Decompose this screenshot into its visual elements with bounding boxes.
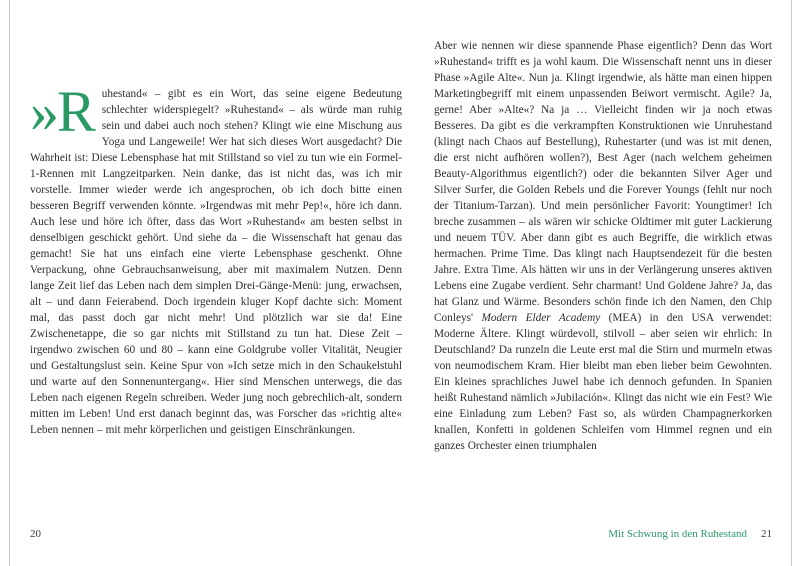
page-edge-left	[9, 0, 10, 566]
right-page-paragraph: Aber wie nennen wir diese spannende Phase eigentlich? Denn das Wort »Ruhestand« trifft es ja wohl kaum. Die Wissenschaft nennt uns in dieser Phase »Agile Alte«. Nun ja. Klingt irgendwie, als hätte man einen hippen Marketingbegriff mit einem unpassenden Beiwort vermischt. Agile? Ja, gerne! Aber »Alte«? Na ja … Vielleicht finden wir ja noch etwas Besseres. Da gibt es die verkrampften Konstruktionen wie Unruhestand (klingt nach Chaos auf Bestellung), Ruhestarter (und was ist mit denen, die erst nicht aufhören wollen?), Best Ager (nach welchem geheimen Beauty-Algorithmus eigentlich?) oder die bekannten Silver Ager und Silver Surfer, die Golden Rebels und die Forever Youngs (fehlt nur noch der Titanium-Tarzan). Und mein persönlicher Favorit: Youngtimer! Ich breche zusammen – als wären wir schicke Oldtimer mit guter Lackierung und neuem TÜV. Aber dann gibt es auch Begriffe, die wirklich etwas hermachen. Prime Time. Das klingt nach Hauptsendezeit für die besten Jahre. Extra Time. Als hätten wir uns in der Verlängerung unseres aktiven Lebens eine Zugabe verdient. Sehr charmant! Und Goldene Jahre? Ja, das hat Glanz und Wärme. Besonders schön finde ich den Namen, den Chip Conleys' Modern Elder Academy (MEA) in den USA verwendet: Moderne Ältere. Klingt würdevoll, stilvoll – aber seien wir ehrlich: In Deutschland? Da runzeln die Leute erst mal die Stirn und murmeln etwas von neumodischem Kram. Hier bleibt man eben lieber beim Gewohnten. Ein kleines sprachliches Juwel habe ich dennoch gefunden. In Spanien heißt Ruhestand nämlich »Jubilación«. Klingt das nicht wie ein Fest? Wie eine Einladung zum Leben? Fast so, als würden Champagnerkorken knallen, Konfetti in goldenen Schleifen vom Himmel regnen und ein ganzes Orchester einen triumphalen	[434, 40, 772, 452]
page-edge-right	[791, 0, 792, 566]
left-page-number: 20	[30, 528, 41, 540]
left-page-paragraph	[30, 79, 402, 438]
right-page	[434, 38, 772, 454]
running-footer-title: Mit Schwung in den Ruhestand	[608, 528, 747, 540]
right-page-footer	[608, 528, 772, 540]
left-page	[30, 79, 402, 438]
drop-cap: »R	[30, 79, 94, 144]
left-paragraph-text: uhestand« – gibt es ein Wort, das seine eigene Bedeutung schlechter widerspiegelt? »Ruhestand« – als würde man ruhig sein und dabei auch noch stehen? Klingt wie eine Mischung aus Yoga und Langeweile! Wer hat sich dieses Wort ausgedacht? Die Wahrheit ist: Diese Lebensphase hat mit Stillstand so viel zu tun wie ein Formel-1-Rennen mit Langzeitparken. Nein danke, das ist nicht das, was ich mir vorstelle. Immer wieder werde ich angesprochen, ob ich doch bitte einen besseren Begriff verwenden könnte. »Irgendwas mit mehr Pep!«, höre ich dann. Auch lese und höre ich öfter, dass das Wort »Ruhestand« am besten selbst in denselbigen geschickt gehört. Und siehe da – die Wissenschaft hat genau das gemacht! Sie hat uns einfach eine vierte Lebensphase geschenkt. Ohne Verpackung, ohne Gebrauchsanweisung, aber mit maximalem Nutzen. Denn lange Zeit lief das Leben nach dem simplen Drei-Gänge-Menü: jung, erwachsen, alt – und dann Feierabend. Doch irgendein kluger Kopf dachte sich: Moment mal, das passt doch gar nicht mehr! Und plötzlich war sie da! Eine Zwischenetappe, die so gar nichts mit Stillstand zu tun hat. Diese Zeit – irgendwo zwischen 60 und 80 – kann eine Goldgrube voller Vitalität, Neugier und Gestaltungslust sein. Keine Spur von »Ich setze mich in den Schaukelstuhl und warte auf den Sonnenuntergang«. Hier sind Menschen unterwegs, die das Leben nach eigenen Regeln schreiben. Weder jung noch gebrechlich-alt, sondern mitten im Leben! Und erst danach beginnt das, was Forscher das »richtig alte« Leben nennen – mit mehr körperlichen und geistigen Einschränkungen.	[30, 88, 402, 436]
right-page-number: 21	[761, 528, 772, 540]
